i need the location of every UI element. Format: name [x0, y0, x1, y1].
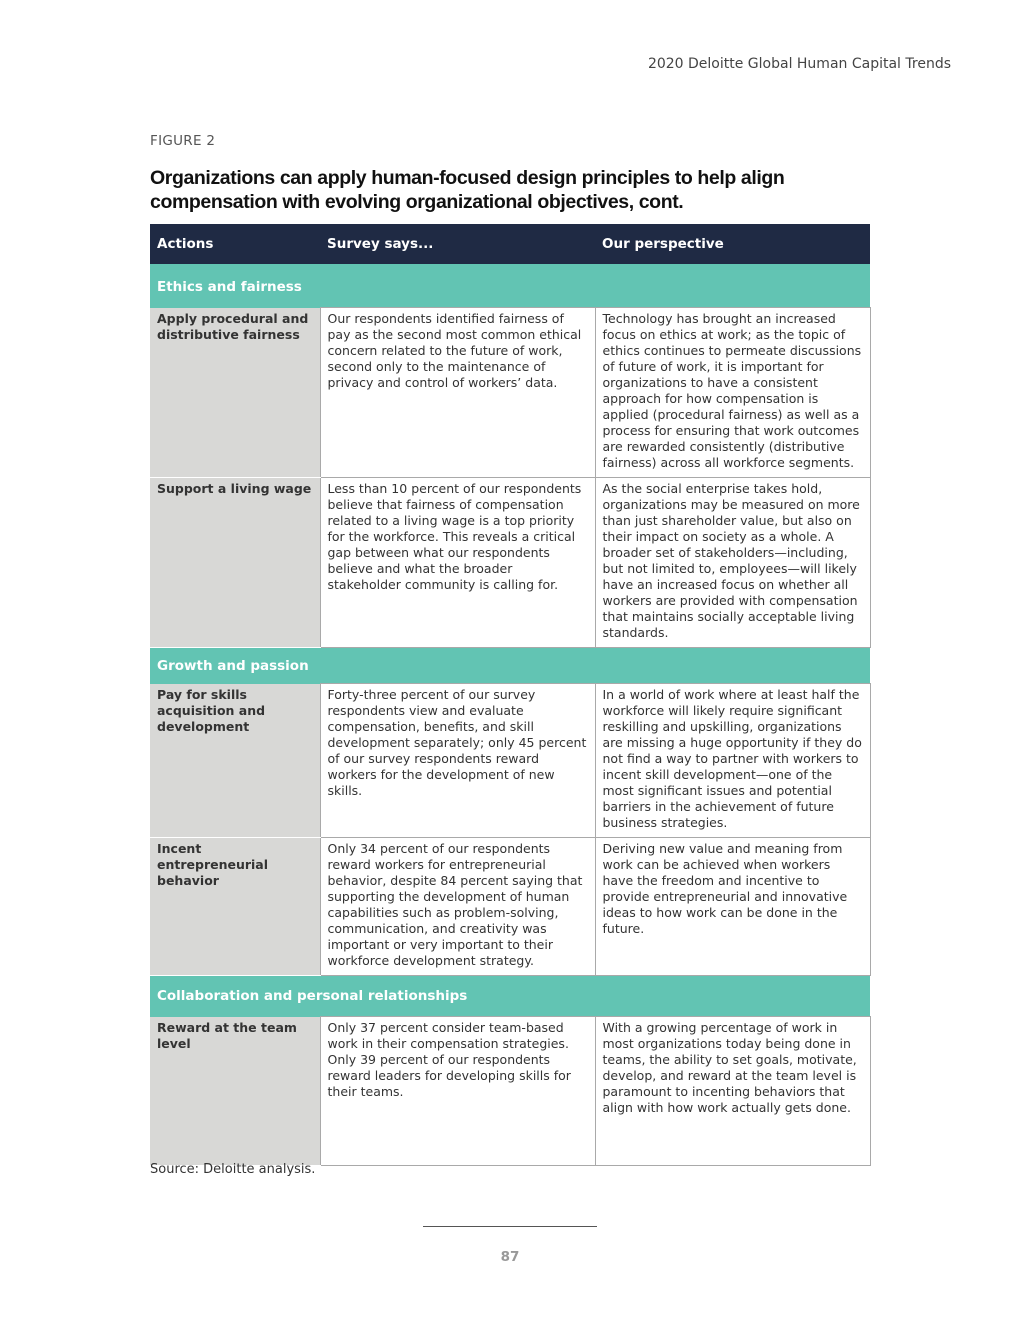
column-header-perspective: Our perspective [595, 224, 870, 266]
figure-table [150, 224, 871, 1166]
survey-cell: Only 37 percent consider team-based work in their compensation strategies. Only 39 percent of our respondents reward leaders for developing skills for their teams. [320, 1017, 595, 1166]
section-title: Ethics and fairness [150, 266, 870, 308]
survey-cell: Our respondents identified fairness of pay as the second most common ethical concern related to the future of work, second only to the maintenance of privacy and control of workers’ data. [320, 308, 595, 478]
running-header: 2020 Deloitte Global Human Capital Trends [647, 56, 951, 72]
action-cell: Apply procedural and distributive fairness [150, 308, 320, 478]
section-row-growth [150, 648, 870, 684]
table-row [150, 478, 870, 648]
table-header-row [150, 224, 870, 266]
section-title: Growth and passion [150, 648, 870, 684]
table-row [150, 684, 870, 838]
survey-cell: Less than 10 percent of our respondents believe that fairness of compensation related to a living wage is a top priority for the workforce. This reveals a critical gap between what our respondents believe and what the broader stakeholder community is calling for. [320, 478, 595, 648]
table-row [150, 1017, 870, 1166]
survey-cell: Only 34 percent of our respondents reward workers for entrepreneurial behavior, despite 84 percent saying that supporting the development of human capabilities such as problem-solving, communication, and creativity was important or very important to their workforce development strategy. [320, 838, 595, 976]
table-row [150, 838, 870, 976]
section-title: Collaboration and personal relationships [150, 976, 870, 1017]
section-row-ethics [150, 266, 870, 308]
section-row-collaboration [150, 976, 870, 1017]
action-cell: Pay for skills acquisition and development [150, 684, 320, 838]
perspective-cell: Deriving new value and meaning from work can be achieved when workers have the freedom and incentive to provide entrepreneurial and innovative ideas to how work can be done in the future. [595, 838, 870, 976]
column-header-survey: Survey says... [320, 224, 595, 266]
action-cell: Incent entrepreneurial behavior [150, 838, 320, 976]
perspective-cell: As the social enterprise takes hold, organizations may be measured on more than just shareholder value, but also on their impact on society as a whole. A broader set of stakeholders—including, but not limited to, employees—will likely have an increased focus on whether all workers are provided with compensation that maintains socially acceptable living standards. [595, 478, 870, 648]
survey-cell: Forty-three percent of our survey respondents view and evaluate compensation, benefits, and skill development separately; only 45 percent of our survey respondents reward workers for the development of new skills. [320, 684, 595, 838]
action-cell: Support a living wage [150, 478, 320, 648]
perspective-cell: Technology has brought an increased focus on ethics at work; as the topic of ethics continues to permeate discussions of future of work, it is important for organizations to have a consistent approach for how compensation is applied (procedural fairness) as well as a process for ensuring that work outcomes are rewarded consistently (distributive fairness) across all workforce segments. [595, 308, 870, 478]
perspective-cell: With a growing percentage of work in most organizations today being done in teams, the ability to set goals, motivate, develop, and reward at the team level is paramount to incenting behaviors that align with how work actually gets done. [595, 1017, 870, 1166]
action-cell: Reward at the team level [150, 1017, 320, 1166]
figure-label: FIGURE 2 [150, 133, 216, 149]
figure-title: Organizations can apply human-focused design principles to help align compensation with evolving organizational objectives, cont. [150, 167, 785, 213]
footer-divider [423, 1226, 597, 1227]
table-row [150, 308, 870, 478]
column-header-actions: Actions [150, 224, 320, 266]
perspective-cell: In a world of work where at least half the workforce will likely require significant reskilling and upskilling, organizations are missing a huge opportunity if they do not find a way to partner with workers to incent skill development—one of the most significant issues and potential barriers in the achievement of future business strategies. [595, 684, 870, 838]
page-number: 87 [500, 1249, 520, 1265]
source-note: Source: Deloitte analysis. [150, 1162, 316, 1177]
